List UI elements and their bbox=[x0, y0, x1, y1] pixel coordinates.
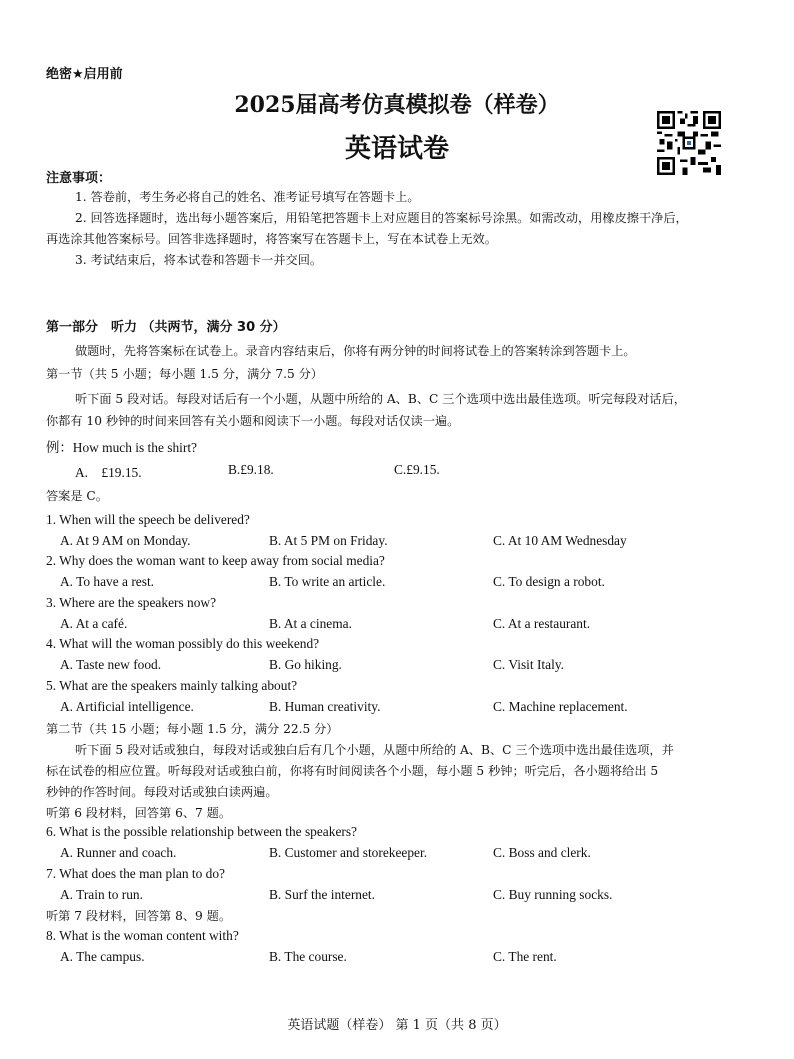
question-5: 5. What are the speakers mainly talking about? bbox=[46, 678, 298, 693]
q6-option-b: B. Customer and storekeeper. bbox=[269, 845, 428, 860]
confidential-label: 绝密★启用前 bbox=[46, 67, 123, 82]
q7-option-b: B. Surf the internet. bbox=[269, 887, 375, 902]
q1-option-b: B. At 5 PM on Friday. bbox=[269, 533, 388, 548]
q2-option-b: B. To write an article. bbox=[269, 574, 386, 589]
example-option-b: B.£9.18. bbox=[228, 462, 274, 477]
notice-item-1: 1. 答卷前，考生务必将自己的姓名、准考证号填写在答题卡上。 bbox=[75, 190, 420, 204]
q4-option-a: A. Taste new food. bbox=[60, 657, 162, 672]
example-question: 例：How much is the shirt? bbox=[46, 440, 197, 455]
q4-option-b: B. Go hiking. bbox=[269, 657, 342, 672]
notice-item-2: 2. 回答选择题时，选出每小题答案后，用铅笔把答题卡上对应题目的答案标号涂黑。如需改动，用橡皮擦干净后， bbox=[75, 211, 688, 225]
notice-item-2-cont: 再选涂其他答案标号。回答非选择题时，将答案写在答题卡上，写在本试卷上无效。 bbox=[46, 232, 497, 246]
material-7-label: 听第 7 段材料，回答第 8、9 题。 bbox=[46, 909, 232, 923]
q8-option-c: C. The rent. bbox=[493, 949, 557, 964]
q5-option-b: B. Human creativity. bbox=[269, 699, 381, 714]
q5-option-c: C. Machine replacement. bbox=[493, 699, 628, 714]
question-8: 8. What is the woman content with? bbox=[46, 928, 239, 943]
q8-option-b: B. The course. bbox=[269, 949, 347, 964]
part1-intro: 做题时，先将答案标在试卷上。录音内容结束后，你将有两分钟的时间将试卷上的答案转涂到答题卡上。 bbox=[75, 344, 636, 358]
section1-heading: 第一节（共 5 小题；每小题 1.5 分，满分 7.5 分） bbox=[46, 367, 323, 381]
notice-item-3: 3. 考试结束后，将本试卷和答题卡一并交回。 bbox=[75, 253, 323, 267]
example-option-c: C.£9.15. bbox=[394, 462, 440, 477]
question-3: 3. Where are the speakers now? bbox=[46, 595, 217, 610]
q6-option-c: C. Boss and clerk. bbox=[493, 845, 591, 860]
part1-heading: 第一部分 听力 （共两节，满分 30 分） bbox=[46, 320, 286, 335]
subject-title: 英语试卷 bbox=[344, 134, 449, 164]
q1-option-c: C. At 10 AM Wednesday bbox=[493, 533, 627, 548]
section1-instructions-cont: 你都有 10 秒钟的时间来回答有关小题和阅读下一小题。每段对话仅读一遍。 bbox=[46, 414, 460, 428]
example-option-a: A. £19.15. bbox=[75, 465, 142, 480]
question-7: 7. What does the man plan to do? bbox=[46, 866, 225, 881]
section2-instructions-cont: 标在试卷的相应位置。听每段对话或独白前，你将有时间阅读各个小题，每小题 5 秒钟；听完后，各小题将给出 5 bbox=[46, 764, 659, 778]
notice-heading: 注意事项： bbox=[46, 171, 112, 186]
q2-option-c: C. To design a robot. bbox=[493, 574, 605, 589]
q3-option-c: C. At a restaurant. bbox=[493, 616, 591, 631]
q8-option-a: A. The campus. bbox=[60, 949, 145, 964]
q2-option-a: A. To have a rest. bbox=[60, 574, 155, 589]
exam-title: 2025届高考仿真模拟卷（样卷） bbox=[234, 92, 560, 118]
example-answer: 答案是 C。 bbox=[46, 489, 108, 503]
q3-option-a: A. At a café. bbox=[60, 616, 128, 631]
q4-option-c: C. Visit Italy. bbox=[493, 657, 564, 672]
q7-option-c: C. Buy running socks. bbox=[493, 887, 613, 902]
question-1: 1. When will the speech be delivered? bbox=[46, 512, 250, 527]
question-6: 6. What is the possible relationship between the speakers? bbox=[46, 824, 357, 839]
q7-option-a: A. Train to run. bbox=[60, 887, 143, 902]
q3-option-b: B. At a cinema. bbox=[269, 616, 352, 631]
question-2: 2. Why does the woman want to keep away from social media? bbox=[46, 553, 385, 568]
material-6-label: 听第 6 段材料，回答第 6、7 题。 bbox=[46, 806, 232, 820]
question-4: 4. What will the woman possibly do this weekend? bbox=[46, 636, 320, 651]
q5-option-a: A. Artificial intelligence. bbox=[60, 699, 194, 714]
section2-heading: 第二节（共 15 小题；每小题 1.5 分，满分 22.5 分） bbox=[46, 722, 339, 736]
q6-option-a: A. Runner and coach. bbox=[60, 845, 177, 860]
section1-instructions: 听下面 5 段对话。每段对话后有一个小题，从题中所给的 A、B、C 三个选项中选出最佳选项。听完每段对话后， bbox=[75, 392, 686, 406]
page-footer: 英语试题（样卷） 第 1 页（共 8 页） bbox=[287, 1018, 507, 1033]
q1-option-a: A. At 9 AM on Monday. bbox=[60, 533, 191, 548]
section2-instructions-end: 秒钟的作答时间。每段对话或独白读两遍。 bbox=[46, 785, 278, 799]
section2-instructions: 听下面 5 段对话或独白，每段对话或独白后有几个小题，从题中所给的 A、B、C 三个选项中选出最佳选项，并 bbox=[75, 743, 674, 757]
qr-code-icon bbox=[657, 111, 721, 175]
